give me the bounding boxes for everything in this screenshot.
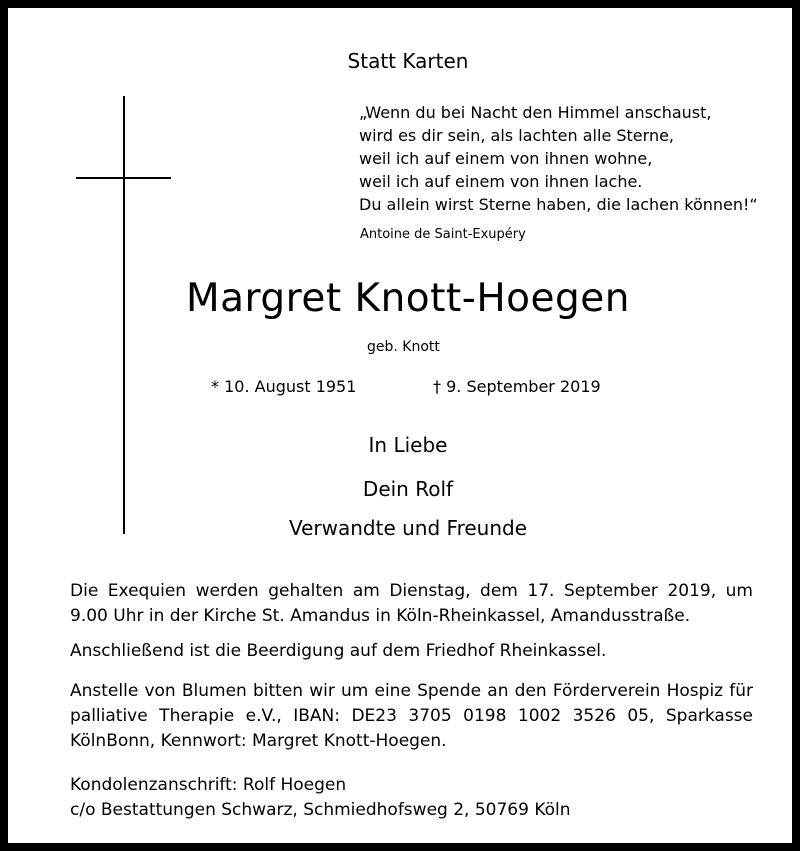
birth-date: * 10. August 1951 bbox=[211, 377, 357, 396]
cross-icon-horizontal bbox=[76, 177, 171, 179]
closing-line: Verwandte und Freunde bbox=[288, 516, 528, 540]
deceased-name bbox=[8, 276, 800, 321]
donation-details: Anstelle von Blumen bitten wir um eine Spende an den Förderverein Hospiz für palliative Therapie e.V., IBAN: DE23 3705 0198 1002 3526 05, Sparkasse KölnBonn, Kennwort: Margret Knott-Hoegen. bbox=[70, 681, 753, 751]
quote-line: wird es dir sein, als lachten alle Sterne, bbox=[359, 126, 675, 145]
death-date: † 9. September 2019 bbox=[433, 377, 601, 396]
condolence-address bbox=[70, 773, 571, 823]
quote-author: Antoine de Saint-Exupéry bbox=[360, 227, 526, 242]
quote-line: weil ich auf einem von ihnen lache. bbox=[359, 172, 643, 191]
quote-line: weil ich auf einem von ihnen wohne, bbox=[359, 149, 653, 168]
burial-details: Anschließend ist die Beerdigung auf dem Friedhof Rheinkassel. bbox=[70, 641, 607, 661]
notice-heading: Statt Karten bbox=[347, 49, 469, 73]
condolence-line: Kondolenzanschrift: Rolf Hoegen bbox=[70, 775, 347, 795]
funeral-details: Die Exequien werden gehalten am Dienstag, dem 17. September 2019, um 9.00 Uhr in der Kirche St. Amandus in Köln-Rheinkassel, Amandusstraße. bbox=[70, 581, 753, 626]
quote-line: Du allein wirst Sterne haben, die lachen können!“ bbox=[359, 195, 758, 214]
deceased-name-text: Margret Knott-Hoegen bbox=[186, 276, 630, 321]
condolence-line: c/o Bestattungen Schwarz, Schmiedhofsweg 2, 50769 Köln bbox=[70, 800, 571, 820]
maiden-name: geb. Knott bbox=[367, 339, 440, 355]
quote bbox=[359, 101, 758, 216]
quote-line: „Wenn du bei Nacht den Himmel anschaust, bbox=[359, 103, 712, 122]
closing-line: Dein Rolf bbox=[362, 477, 454, 501]
closing-line: In Liebe bbox=[368, 433, 448, 457]
